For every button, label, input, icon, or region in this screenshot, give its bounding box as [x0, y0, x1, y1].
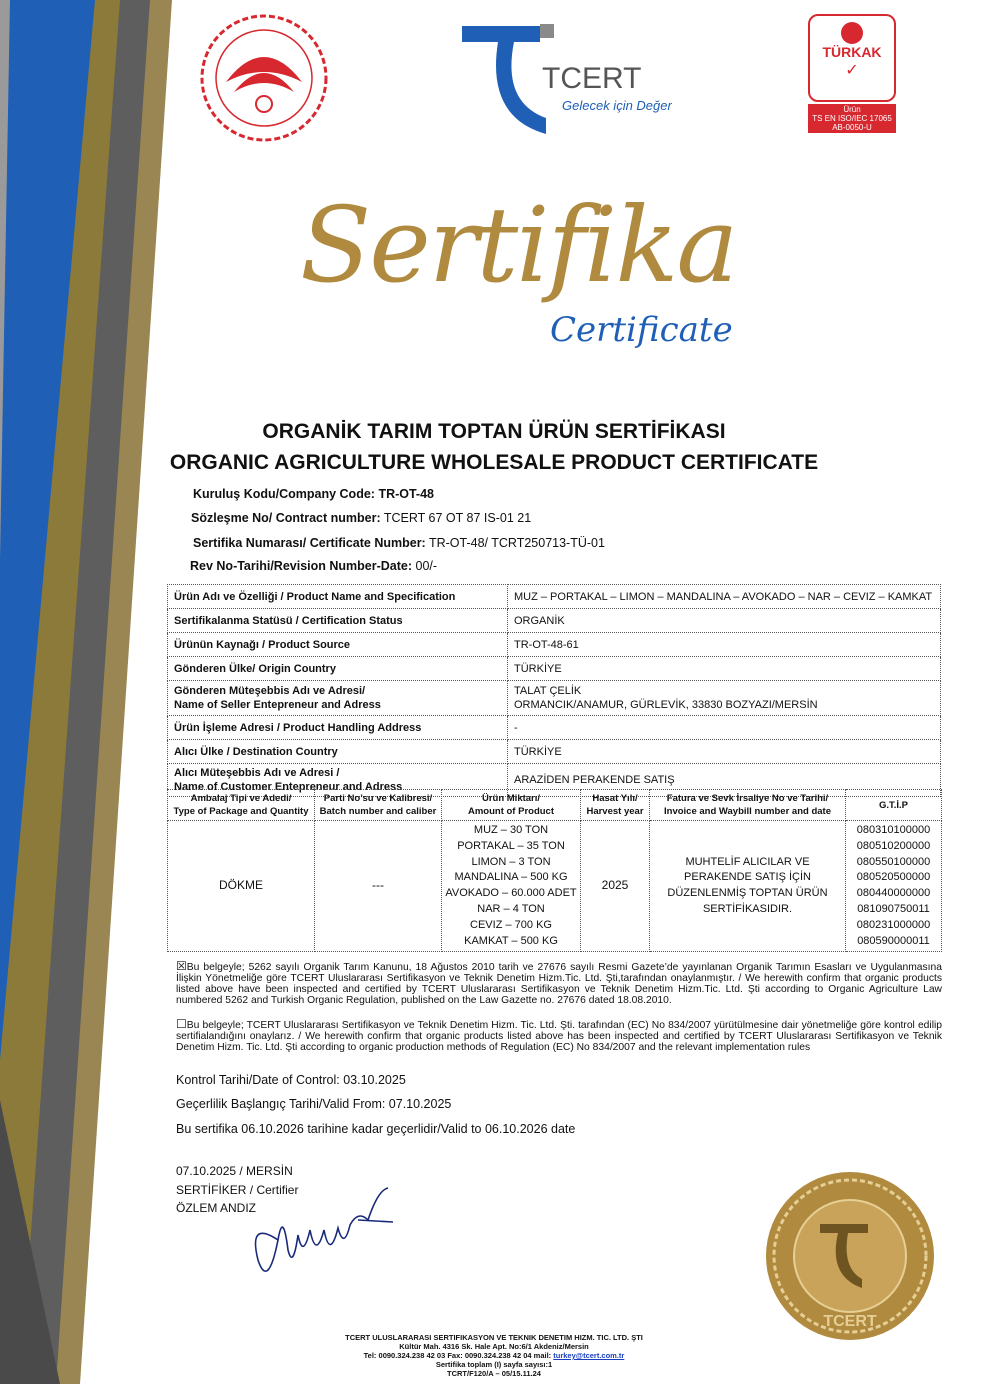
amount-line: PORTAKAL – 35 TON [457, 839, 565, 852]
row-label: Ürün İşleme Adresi / Product Handling Address [168, 716, 508, 740]
invoice-line: MUHTELİF ALICILAR VE [685, 855, 810, 868]
gtip-line: 080440000000 [856, 887, 931, 900]
company-code-value: TR-OT-48 [378, 487, 434, 501]
contract-label: Sözleşme No/ Contract number: [191, 511, 381, 525]
row-value: ORGANİK [508, 609, 941, 633]
control-date: Kontrol Tarihi/Date of Control: 03.10.2025 [176, 1073, 406, 1087]
gtip-line: 080590000011 [857, 934, 930, 947]
title-english: ORGANIC AGRICULTURE WHOLESALE PRODUCT CERTIFICATE [169, 451, 819, 474]
revision-value: 00/- [415, 559, 438, 573]
row-label [168, 681, 508, 716]
signature-date-place: 07.10.2025 / MERSİN [176, 1164, 293, 1178]
tcert-logo [462, 22, 672, 140]
column-header: Ambalaj Tipi ve Adedi/ Type of Package and Quantity [168, 790, 315, 821]
gtip-line: 080520500000 [856, 871, 931, 884]
package-cell: DÖKME [168, 821, 315, 952]
footer-pages: Sertifika toplam (I) sayfa sayısı:1 [435, 1360, 553, 1369]
product-info-table [167, 584, 941, 797]
tcert-slogan: Gelecek için Değer [562, 98, 672, 113]
handwritten-signature [238, 1180, 408, 1290]
certifier-role: SERTİFİKER / Certifier [176, 1183, 299, 1197]
invoice-line: PERAKENDE SATIŞ İÇİN [684, 871, 811, 884]
certificate-script-heading [300, 170, 740, 400]
script-heading-sub: Certificate [550, 310, 733, 350]
gtip-cell [846, 821, 942, 952]
statement-ec-text: Bu belgeyle; TCERT Uluslararası Sertifikasyon ve Teknik Denetim Hizm. Tic. Ltd. Şti. tarafından (EC) No 834/2007 yürütülmesine dair yönetmeliğe göre kontrol edilip sertifialandığını onaylarız. / We herewith confirm that organic products listed above has been inspected and certified by TCERT Uluslararası Sertifikasyon ve Teknik Denetim Hizm. Tic. Ltd. Şti according to organic production methods of Regulation (EC) No 834/2007 and the relevant implementation rules [176, 1020, 942, 1053]
unchecked-checkbox-icon: ☐ [176, 1017, 187, 1031]
table-header-row [168, 790, 942, 821]
statement-ec [176, 1019, 942, 1053]
ministry-logo [198, 12, 330, 144]
row-value [508, 681, 941, 716]
footer-form-code: TCRT/F120/A – 05/15.11.24 [447, 1369, 541, 1378]
invoice-cell [650, 821, 846, 952]
table-row [168, 716, 941, 740]
footer [0, 1333, 988, 1378]
row-label: Alıcı Ülke / Destination Country [168, 740, 508, 764]
certificate-number-value: TR-OT-48/ TCRT250713-TÜ-01 [428, 536, 605, 550]
tcert-logo-text: TCERT [542, 62, 642, 95]
row-label: Ürünün Kaynağı / Product Source [168, 633, 508, 657]
contract-line [191, 511, 531, 525]
turkak-accreditation-logo [808, 14, 896, 138]
row-value: - [508, 716, 941, 740]
table-row [168, 657, 941, 681]
turkak-line: Ürün [843, 105, 861, 114]
amount-line: LIMON – 3 TON [471, 855, 551, 868]
column-header: Parti No’su ve Kalibresi/ Batch number and caliber [315, 790, 442, 821]
product-detail-table [167, 789, 942, 952]
amount-line: MANDALINA – 500 KG [454, 871, 568, 884]
turkak-name: TÜRKAK [822, 44, 882, 60]
row-label: Gönderen Ülke/ Origin Country [168, 657, 508, 681]
turkak-line: AB-0050-U [832, 123, 872, 132]
amount-cell [442, 821, 581, 952]
column-header: Ürün Miktarı/ Amount of Product [442, 790, 581, 821]
footer-email-link[interactable]: turkey@tcert.com.tr [553, 1351, 625, 1360]
table-row [168, 585, 941, 609]
revision-line [190, 559, 437, 573]
invoice-line: DÜZENLENMİŞ TOPTAN ÜRÜN [667, 887, 828, 900]
harvest-cell: 2025 [581, 821, 650, 952]
contract-value: TCERT 67 OT 87 IS-01 21 [383, 511, 532, 525]
certifier-name: ÖZLEM ANDIZ [176, 1201, 257, 1215]
certificate-number-line [193, 536, 605, 550]
row-label-line: Alıcı Müteşebbis Adı ve Adresi / [174, 767, 340, 779]
row-label-line: Gönderen Müteşebbis Adı ve Adresi/ [174, 685, 366, 697]
batch-cell: --- [315, 821, 442, 952]
row-label-line: Name of Customer Entepreneur and Adress [174, 781, 403, 793]
company-code-line [193, 487, 434, 501]
table-row [168, 740, 941, 764]
row-label: Sertifikalanma Statüsü / Certification Status [168, 609, 508, 633]
invoice-line: SERTİFİKASIDIR. [702, 902, 793, 915]
row-value-line: TALAT ÇELİK [514, 685, 582, 697]
valid-from-date: Geçerlilik Başlangıç Tarihi/Valid From: 07.10.2025 [176, 1097, 452, 1111]
revision-label: Rev No-Tarihi/Revision Number-Date: [190, 559, 413, 573]
statement-national-text: Bu belgeyle; 5262 sayılı Organik Tarım Kanunu, 18 Ağustos 2010 tarih ve 27676 sayılı Resmi Gazete’de yayınlanan Organik Tarımın Esasları ve Uygulanmasına İlişkin Yönetmeliğe göre TCERT Uluslararası Sertifikasyon ve Teknik Denetim Hizm.Tic. Ltd. Şti,tarafından onaylanmıştır. / We herewith confirm that organic products listed above have been inspected and certified by TCERT Uluslararası Sertifikasyon ve Teknik Denetim Hizm.Tic. Ltd. Şti according to Organic Agriculture Law numbered 5262 and Turkish Organic Regulation, published on the Law Gazette no. 27676 dated 18.08.2010. [176, 962, 942, 1006]
table-row [168, 609, 941, 633]
footer-company: TCERT ULUSLARARASI SERTIFIKASYON VE TEKNIK DENETIM HIZM. TIC. LTD. ŞTI [345, 1333, 643, 1342]
checked-checkbox-icon: ☒ [176, 959, 187, 973]
footer-address: Kültür Mah. 4316 Sk. Hale Apt. No:6/1 Akdeniz/Mersin [399, 1342, 589, 1351]
footer-contact: Tel: 0090.324.238 42 03 Fax: 0090.324.238 42 04 mail: [363, 1351, 554, 1360]
certificate-number-label: Sertifika Numarası/ Certificate Number: [193, 536, 426, 550]
row-value: TR-OT-48-61 [508, 633, 941, 657]
table-row [168, 633, 941, 657]
table-row [168, 821, 942, 952]
row-label-line: Name of Seller Entepreneur and Adress [174, 699, 381, 711]
script-heading-main: Sertifika [300, 184, 737, 306]
row-value: TÜRKİYE [508, 657, 941, 681]
amount-line: AVOKADO – 60.000 ADET [445, 887, 577, 900]
company-code-label: Kuruluş Kodu/Company Code: [193, 487, 375, 501]
amount-line: CEVIZ – 700 KG [470, 918, 552, 931]
statement-national [176, 961, 942, 1006]
gtip-line: 081090750011 [857, 902, 930, 915]
tcert-seal [762, 1168, 938, 1344]
column-header: Hasat Yılı/ Harvest year [581, 790, 650, 821]
gtip-line: 080231000000 [856, 918, 931, 931]
title-turkish: ORGANİK TARIM TOPTAN ÜRÜN SERTİFİKASI [262, 420, 726, 443]
row-value: MUZ – PORTAKAL – LIMON – MANDALINA – AVOKADO – NAR – CEVIZ – KAMKAT [508, 585, 941, 609]
column-header: G.T.İ.P [846, 790, 942, 821]
check-icon: ✓ [845, 62, 859, 79]
row-value: ARAZİDEN PERAKENDE SATIŞ [508, 764, 941, 797]
amount-line: MUZ – 30 TON [473, 824, 549, 836]
amount-line: KAMKAT – 500 KG [464, 934, 558, 947]
crescent-icon [841, 22, 863, 44]
footer-contact-line [0, 1351, 988, 1360]
seal-text: TCERT [823, 1313, 877, 1330]
row-value-line: ORMANCIK/ANAMUR, GÜRLEVİK, 33830 BOZYAZI/MERSİN [514, 699, 818, 711]
valid-to-date: Bu sertifika 06.10.2026 tarihine kadar geçerlidir/Valid to 06.10.2026 date [176, 1122, 576, 1136]
row-value: TÜRKİYE [508, 740, 941, 764]
table-row [168, 681, 941, 716]
column-header: Fatura ve Sevk İrsaliye No ve Tarihi/ Invoice and Waybill number and date [650, 790, 846, 821]
turkak-line: TS EN ISO/IEC 17065 [812, 114, 892, 123]
gtip-line: 080310100000 [856, 824, 931, 836]
gtip-line: 080510200000 [856, 839, 931, 852]
row-label: Ürün Adı ve Özelliği / Product Name and Specification [168, 585, 508, 609]
amount-line: NAR – 4 TON [477, 902, 545, 915]
gtip-line: 080550100000 [856, 855, 931, 868]
